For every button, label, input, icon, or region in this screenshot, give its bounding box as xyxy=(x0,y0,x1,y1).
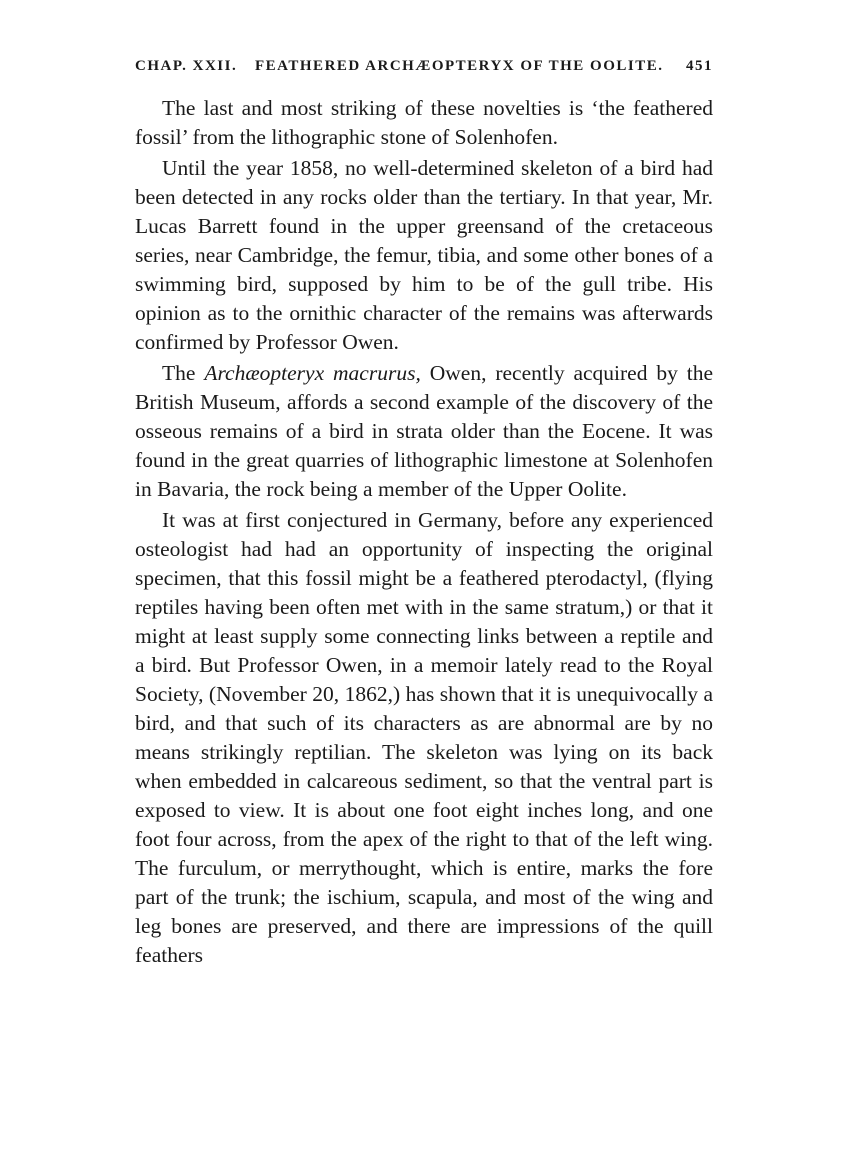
paragraph-2: Until the year 1858, no well-determined skeleton of a bird had been detected in any rocks older than the tertiary. In that year, Mr. Lucas Barrett found in the upper greensand of the cretaceous series, near Cambridge, the femur, tibia, and some other bones of a swimming bird, supposed by him to be of the gull tribe. His opinion as to the ornithic character of the remains was afterwards confirmed by Professor Owen. xyxy=(135,156,713,354)
paragraph-3-rest: Owen, recently acquired by the British Museum, affords a second example of the discovery of the osseous remains of a bird in strata older than the Eocene. It was found in the great quarries of lithographic limestone at Solenhofen in Bavaria, the rock being a member of the Upper Oolite. xyxy=(135,361,714,501)
paragraph-3-lead: The xyxy=(162,361,196,385)
paragraph-3 xyxy=(135,359,713,504)
species-name: Archæopteryx macrurus, xyxy=(204,361,421,385)
chapter-label: CHAP. XXII. xyxy=(135,58,238,74)
paragraph-1: The last and most striking of these novelties is ‘the feathered fossil’ from the lithographic stone of Solenhofen. xyxy=(135,96,713,149)
page-number: 451 xyxy=(686,58,713,74)
body-text xyxy=(135,94,713,970)
running-head xyxy=(135,58,713,82)
running-title: FEATHERED ARCHÆOPTERYX OF THE OOLITE. xyxy=(255,58,664,74)
paragraph-4: It was at first conjectured in Germany, before any experienced osteologist had had an opportunity of inspecting the original specimen, that this fossil might be a feathered pterodactyl, (flying reptiles having been often met with in the same stratum,) or that it might at least supply some connecting links between a reptile and a bird. But Professor Owen, in a memoir lately read to the Royal Society, (November 20, 1862,) has shown that it is unequivocally a bird, and that such of its characters as are abnormal are by no means strikingly reptilian. The skeleton was lying on its back when embedded in calcareous sediment, so that the ventral part is exposed to view. It is about one foot eight inches long, and one foot four across, from the apex of the right to that of the left wing. The furculum, or merrythought, which is entire, marks the fore part of the trunk; the ischium, scapula, and most of the wing and leg bones are preserved, and there are impressions of the quill feathers xyxy=(135,508,713,967)
